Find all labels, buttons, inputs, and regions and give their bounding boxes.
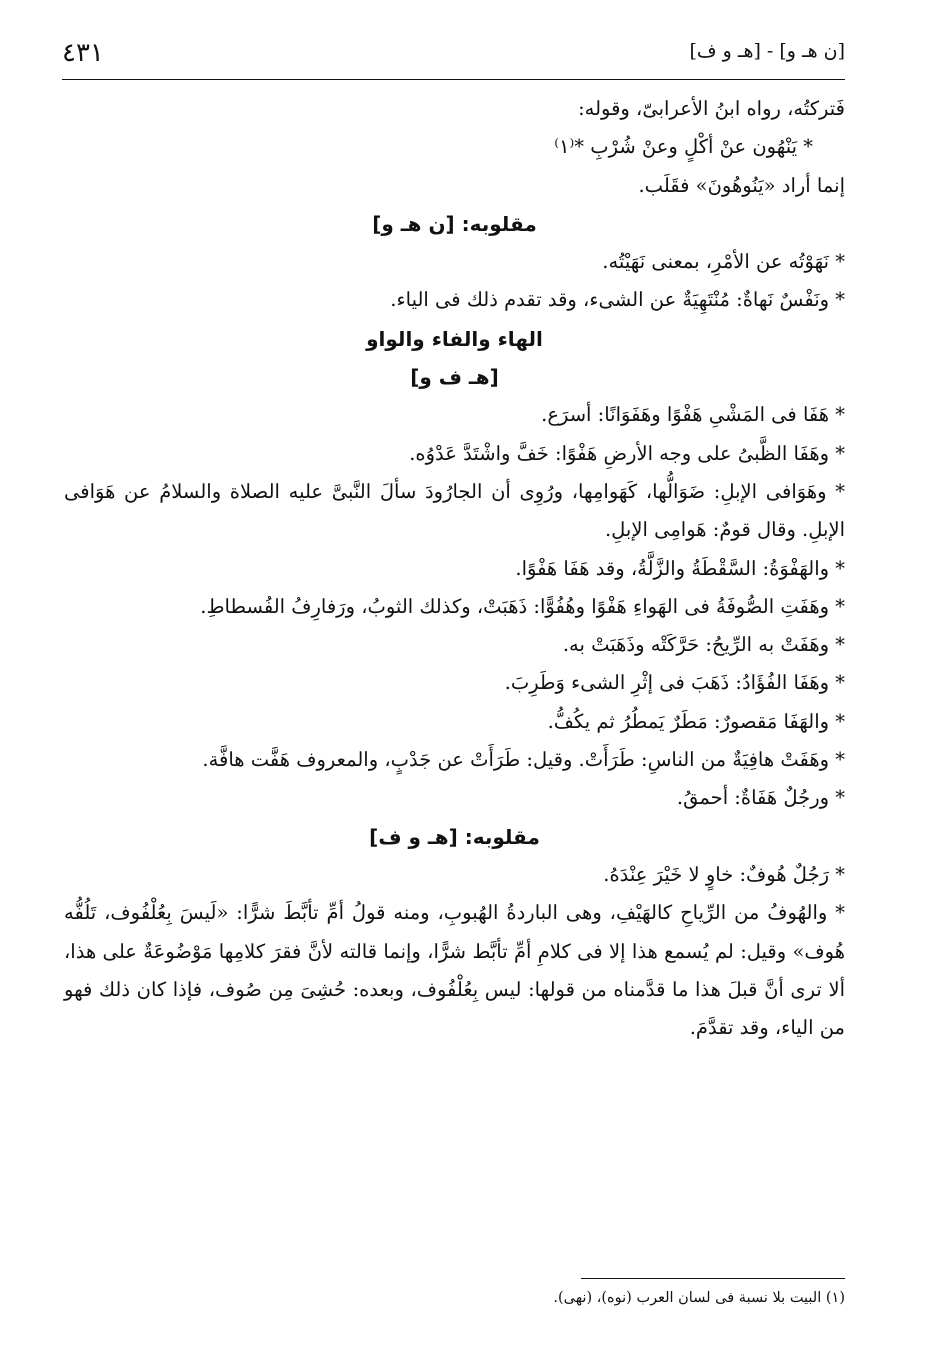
- running-head: [ن هـ و] - [هـ و ف]: [689, 40, 845, 62]
- page-header: [62, 38, 845, 78]
- entry-line: * ورجُلٌ هَفَاةٌ: أحمقُ.: [676, 786, 845, 810]
- entry-line: * ونَفْسٌ نَهاةٌ: مُنْتَهِيَةٌ عن الشىء، وقد تقدم ذلك فى الياء.: [390, 288, 845, 312]
- chapter-heading: الهاء والفاء والواو: [366, 326, 543, 351]
- entry-line: * هَفَا فى المَشْىِ هَفْوًا وهَفَوَانًا: أسرَع.: [541, 403, 845, 427]
- entry-line: * وهَفَا الظَّبىُ على وجه الأرضِ هَفْوًا: خَفَّ واشْتَدَّ عَدْوُه.: [409, 441, 845, 465]
- footnote: (١) البيت بلا نسبة فى لسان العرب (نوه)، (نهى).: [553, 1290, 845, 1306]
- text-line: فَتركتُه، رواه ابنُ الأعرابىّ، وقوله:: [578, 97, 845, 120]
- entry-line: * وهَفَتْ هافِيَةٌ من الناسِ: طَرَأَتْ. وقيل: طَرَأَتْ عن جَدْبٍ، والمعروف هَفَّت هافَّة.: [202, 748, 845, 772]
- entry-line: * نَهَوْتُه عن الأمْرِ، بمعنى نَهَيْتُه.: [602, 250, 845, 274]
- entry-line: * والهَفَا مَقصورٌ: مَطَرٌ يَمطُرُ ثم يكُفُّ.: [547, 709, 845, 733]
- entry-line: * وهَفَتِ الصُّوفَةُ فى الهَواءِ هَفْوًا وهُفُوًّا: ذَهَبَتْ، وكذلك الثوبُ، ورَفارِفُ الفُسطاطِ.: [200, 594, 845, 618]
- footnote-rule: [581, 1278, 845, 1279]
- root-heading: [هـ ف و]: [410, 365, 499, 390]
- entry-paragraph: * وهَوَافى الإبلِ: ضَوَالُّها، كَهَوامِها، ورُوِى أن الجارُودَ سألَ النَّبىَّ عليه الصلاة والسلامُ عن هَوَافى الإبلِ. وقال قومٌ: هَوامِى الإبلِ.: [64, 479, 845, 542]
- verse-line: * يَنْهُون عنْ أكْلٍ وعنْ شُرْبِ *⁽١⁾: [554, 135, 813, 159]
- entry-line: * رَجُلٌ هُوفٌ: خاوٍ لا خَيْرَ عِنْدَهُ.: [603, 862, 845, 886]
- body-text: [64, 90, 845, 1047]
- section-heading: مقلوبه: [هـ و ف]: [369, 824, 540, 849]
- entry-line: * وهَفَتْ به الرِّيحُ: حَرَّكَتْه وذَهَبَتْ به.: [562, 633, 845, 657]
- entry-paragraph: * والهُوفُ من الرِّياحِ كالهَيْفِ، وهى الباردةُ الهُبوبِ، ومنه قولُ أمِّ تأبَّطَ شرًّا: «لَيسَ بِعُلْفُوف، تَلُفُّه هُوف» وقيل: لم يُسمع هذا إلا فى كلامِ أمِّ تأبَّط شرًّا، وإنما قالته لأنَّ فقرَ كلامِها مَوْضُوعَةٌ على هذا، ألا ترى أنَّ قبلَ هذا ما قدَّمناه من قولها: ليس بِعُلْفُوف، وبعده: حُشِىَ مِن صُوف، فإذا كان ذلك فهو من الياء، وقد تقدَّمَ.: [64, 901, 845, 1040]
- entry-line: * وهَفَا الفُؤَادُ: ذَهَبَ فى إثْرِ الشىء وَطَرِبَ.: [504, 671, 845, 695]
- entry-line: * والهَفْوَةُ: السَّقْطَةُ والزَّلَّةُ، وقد هَفَا هَفْوًا.: [515, 556, 845, 580]
- section-heading: مقلوبه: [ن هـ و]: [372, 211, 537, 236]
- page-number: ٤٣١: [62, 38, 104, 68]
- header-rule: [62, 79, 845, 80]
- text-line: إنما أراد «يَنُوهُونَ» فقَلَب.: [638, 173, 845, 197]
